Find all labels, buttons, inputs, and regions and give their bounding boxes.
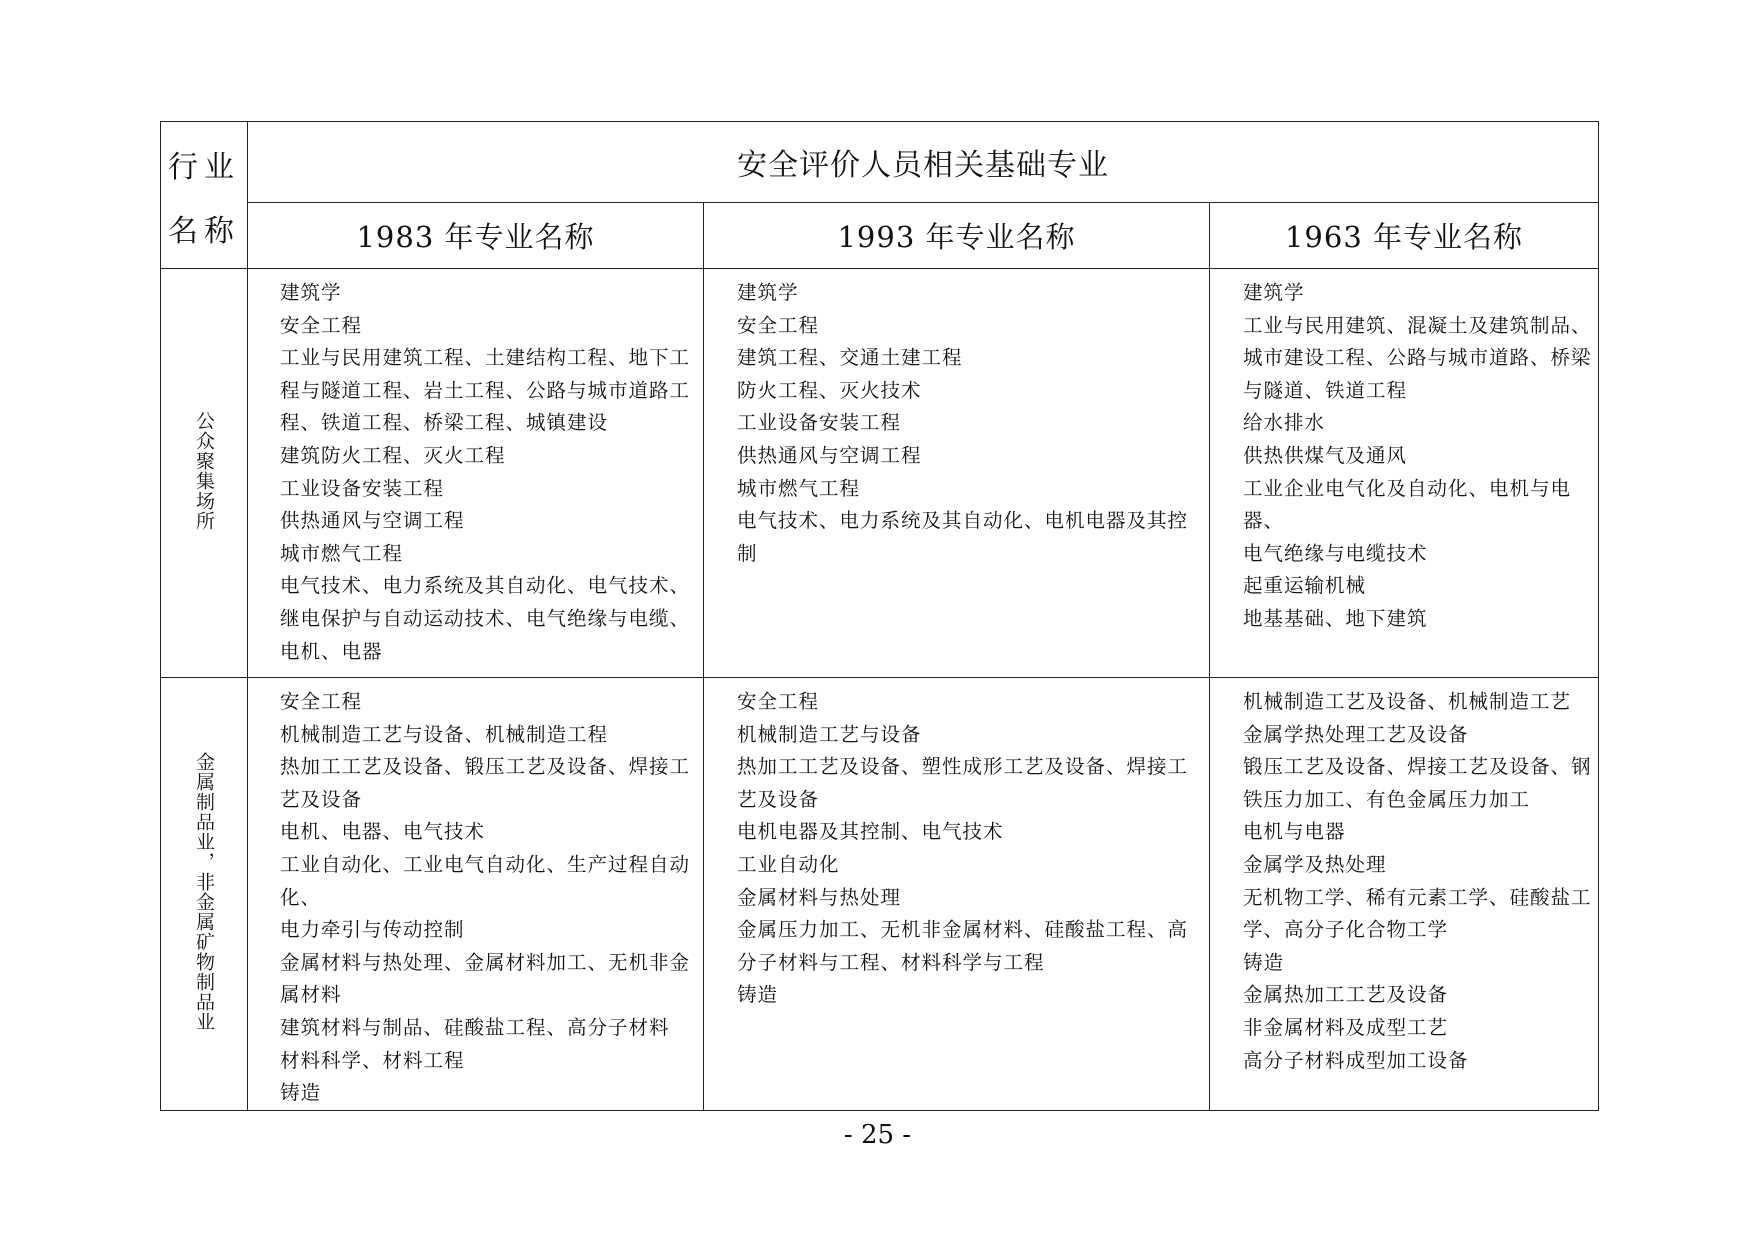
specialty-item: 程与隧道工程、岩土工程、公路与城市道路工 [280,378,691,402]
specialty-item: 热加工工艺及设备、塑性成形工艺及设备、焊接工 [737,755,1189,779]
specialty-item: 防火工程、灭火技术 [737,378,922,402]
specialty-item: 机械制造工艺及设备、机械制造工艺 [1243,690,1572,713]
column-header-1993: 1993 年专业名称 [704,203,1210,269]
specialty-item: 金属材料与热处理、金属材料加工、无机非金 [280,950,691,974]
specialty-item: 建筑学 [280,281,342,304]
specialty-item: 热加工工艺及设备、锻压工艺及设备、焊接工 [280,755,691,779]
industry-cell [161,678,248,1111]
industry-header-cell [161,122,248,269]
specialty-item: 非金属材料及成型工艺 [1243,1015,1449,1039]
specialty-list [1210,678,1598,1077]
specialty-item: 供热通风与空调工程 [737,443,922,467]
table-row [161,678,1599,1111]
column-header-1983: 1983 年专业名称 [248,203,704,269]
specialty-item: 安全工程 [737,690,820,713]
industry-header-line-2: 名称 [168,214,240,249]
specialty-item: 建筑学 [737,281,799,304]
specialty-item: 安全工程 [280,313,363,337]
main-header: 安全评价人员相关基础专业 [248,122,1599,203]
specialty-item: 供热通风与空调工程 [280,509,465,533]
specialty-item: 工业与民用建筑工程、土建结构工程、地下工 [280,346,691,370]
specialty-item: 城市燃气工程 [280,541,404,565]
specialty-item: 电气绝缘与电缆技术 [1243,541,1428,565]
specialty-item: 工业企业电气化及自动化、电机与电器、 [1243,476,1572,533]
specialty-item: 锻压工艺及设备、焊接工艺及设备、钢 [1243,755,1592,779]
specialty-item: 电机、电器、电气技术 [280,820,486,844]
specialty-item: 高分子材料成型加工设备 [1243,1048,1469,1072]
specialty-item: 程、铁道工程、桥梁工程、城镇建设 [280,411,609,435]
specialty-item: 建筑防火工程、灭火工程 [280,443,506,467]
specialty-item: 金属压力加工、无机非金属材料、硅酸盐工程、高 [737,918,1189,942]
industry-cell [161,269,248,678]
specialty-item: 电机、电器 [280,639,383,663]
specialty-item: 铸造 [1243,950,1285,974]
specialty-item: 城市燃气工程 [737,476,861,500]
specialty-item: 建筑工程、交通土建工程 [737,346,963,370]
specialty-list [704,678,1209,1012]
specialty-item: 金属学热处理工艺及设备 [1243,722,1469,746]
specialty-item: 建筑学 [1243,281,1305,304]
specialty-item: 安全工程 [737,313,820,337]
specialty-item: 继电保护与自动运动技术、电气绝缘与电缆、 [280,606,691,630]
specialty-item: 起重运输机械 [1243,574,1367,598]
industry-name: 公众聚集场所 [193,411,215,531]
specialty-item: 学、高分子化合物工学 [1243,918,1449,942]
page-number: - 25 - [843,1120,912,1150]
cell-1983 [248,269,704,678]
specialty-item: 电力牵引与传动控制 [280,918,465,942]
table-row [161,269,1599,678]
specialty-item: 建筑材料与制品、硅酸盐工程、高分子材料 [280,1015,670,1039]
specialty-item: 艺及设备 [737,787,820,811]
cell-1993 [704,678,1210,1111]
specialty-item: 工业自动化、工业电气自动化、生产过程自动 [280,852,691,876]
cell-1963 [1210,678,1599,1111]
specialty-item: 供热供煤气及通风 [1243,443,1408,467]
specialty-item: 工业与民用建筑、混凝土及建筑制品、 [1243,313,1592,337]
specialty-item: 电气技术、电力系统及其自动化、电气技术、 [280,574,691,598]
specialty-item: 铸造 [280,1081,322,1105]
specialty-item: 材料科学、材料工程 [280,1048,465,1072]
specialty-item: 化、 [280,885,322,909]
industry-name: 金属制品业，非金属矿物制品业 [193,751,215,1032]
specialty-item: 城市建设工程、公路与城市道路、桥梁 [1243,346,1592,370]
specialty-item: 制 [737,541,758,565]
specialty-item: 安全工程 [280,690,363,713]
industry-header-line-1: 行业 [168,150,240,185]
cell-1993 [704,269,1210,678]
specialty-item: 工业设备安装工程 [737,411,902,435]
specialty-item: 电机与电器 [1243,820,1346,844]
specialty-item: 电气技术、电力系统及其自动化、电机电器及其控 [737,509,1189,533]
specialty-item: 地基基础、地下建筑 [1243,606,1428,630]
specialty-list [1210,269,1598,636]
specialty-item: 铸造 [737,983,779,1007]
specialty-item: 金属学及热处理 [1243,852,1387,876]
specialty-item: 工业设备安装工程 [280,476,445,500]
specialty-item: 机械制造工艺与设备 [737,722,922,746]
column-header-1963: 1963 年专业名称 [1210,203,1599,269]
specialty-item: 属材料 [280,983,342,1007]
specialty-table [160,121,1599,1111]
specialty-list [248,269,703,668]
specialty-item: 铁压力加工、有色金属压力加工 [1243,787,1531,811]
cell-1963 [1210,269,1599,678]
specialty-item: 机械制造工艺与设备、机械制造工程 [280,722,609,746]
specialty-item: 分子材料与工程、材料科学与工程 [737,950,1045,974]
specialty-item: 金属材料与热处理 [737,885,902,909]
cell-1983 [248,678,704,1111]
specialty-item: 艺及设备 [280,787,363,811]
specialty-item: 无机物工学、稀有元素工学、硅酸盐工 [1243,885,1592,909]
specialty-item: 金属热加工工艺及设备 [1243,983,1449,1007]
specialty-item: 电机电器及其控制、电气技术 [737,820,1004,844]
specialty-list [704,269,1209,570]
specialty-list [248,678,703,1110]
specialty-item: 给水排水 [1243,411,1326,435]
specialty-item: 与隧道、铁道工程 [1243,378,1408,402]
specialty-item: 工业自动化 [737,852,840,876]
